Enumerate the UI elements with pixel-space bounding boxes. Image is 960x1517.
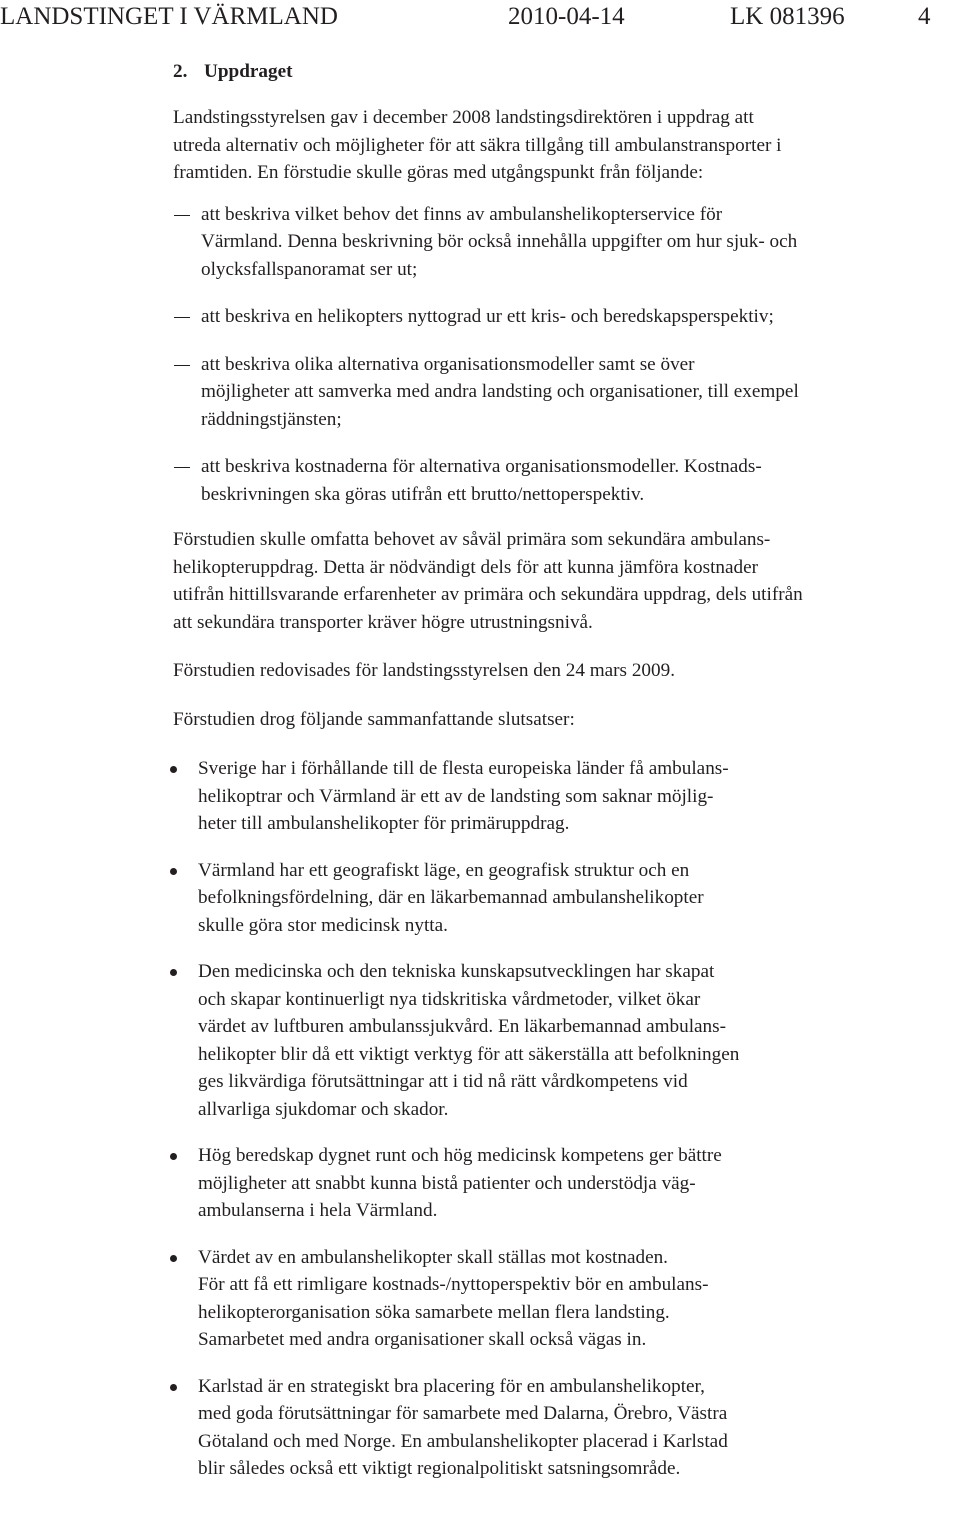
- bullet-icon: [170, 1153, 177, 1160]
- section-title: Uppdraget: [204, 61, 293, 82]
- text-line: Samarbetet med andra organisationer skall också vägas in.: [198, 1329, 647, 1350]
- task-list-item: [173, 303, 960, 331]
- header-page-number: 4: [918, 3, 931, 30]
- text-line: att beskriva vilket behov det finns av ambulanshelikopterservice för: [201, 203, 723, 225]
- text-line: Förstudien drog följande sammanfattande slutsatser:: [173, 708, 575, 730]
- text-line: helikopteruppdrag. Detta är nödvändigt dels för att kunna jämföra kostnader: [173, 556, 759, 578]
- task-list-item: [173, 351, 960, 434]
- conclusion-item: [85, 857, 960, 940]
- conclusion-item: [85, 1373, 960, 1483]
- text-line: helikopterorganisation söka samarbete mellan flera landsting.: [198, 1301, 670, 1323]
- scope-paragraph: [173, 526, 960, 636]
- text-line: ges likvärdiga förutsättningar att i tid nå rätt vårdkompetens vid: [198, 1071, 688, 1092]
- text-line: räddningstjänsten;: [201, 408, 342, 430]
- conclusion-item: [85, 1244, 960, 1354]
- bullet-icon: [170, 969, 177, 976]
- header-organization: LANDSTINGET I VÄRMLAND: [0, 3, 338, 30]
- text-line: För att få ett rimligare kostnads-/nyttoperspektiv bör en ambulans-: [198, 1274, 709, 1295]
- document-body: [173, 58, 960, 1483]
- text-line: Värmland har ett geografiskt läge, en geografisk struktur och en: [198, 859, 690, 881]
- conclusions-list: [85, 755, 960, 1483]
- bullet-icon: [170, 1255, 177, 1262]
- text-line: allvarliga sjukdomar och skador.: [198, 1098, 449, 1120]
- intro-paragraph: [173, 104, 960, 187]
- text-line: Sverige har i förhållande till de flesta europeiska länder få ambulans-: [198, 758, 729, 779]
- text-line: helikoptrar och Värmland är ett av de landsting som saknar möjlig-: [198, 785, 714, 807]
- presented-paragraph: [173, 657, 960, 685]
- header-reference: LK 081396: [730, 3, 845, 30]
- text-line: Värmland. Denna beskrivning bör också innehålla uppgifter om hur sjuk- och: [201, 231, 798, 252]
- text-line: möjligheter att snabbt kunna bistå patienter och understödja väg-: [198, 1172, 696, 1194]
- text-line: heter till ambulanshelikopter för primäruppdrag.: [198, 813, 570, 834]
- text-line: och skapar kontinuerligt nya tidskritiska vårdmetoder, vilket ökar: [198, 988, 701, 1010]
- text-line: Förstudien redovisades för landstingsstyrelsen den 24 mars 2009.: [173, 660, 675, 681]
- text-line: att beskriva kostnaderna för alternativa organisationsmodeller. Kostnads-: [201, 456, 762, 477]
- task-list-item: [173, 201, 960, 284]
- text-line: befolkningsfördelning, där en läkarbemannad ambulanshelikopter: [198, 887, 704, 908]
- bullet-icon: [170, 868, 177, 875]
- text-line: värdet av luftburen ambulanssjukvård. En läkarbemannad ambulans-: [198, 1016, 727, 1037]
- text-line: Götaland och med Norge. En ambulanshelikopter placerad i Karlstad: [198, 1430, 728, 1452]
- text-line: ambulanserna i hela Värmland.: [198, 1200, 438, 1221]
- text-line: Hög beredskap dygnet runt och hög medicinsk kompetens ger bättre: [198, 1145, 722, 1166]
- text-line: med goda förutsättningar för samarbete med Dalarna, Örebro, Västra: [198, 1403, 728, 1424]
- text-line: framtiden. En förstudie skulle göras med utgångspunkt från följande:: [173, 162, 704, 183]
- text-line: Karlstad är en strategiskt bra placering för en ambulanshelikopter,: [198, 1375, 705, 1397]
- text-line: Värdet av en ambulanshelikopter skall ställas mot kostnaden.: [198, 1246, 668, 1268]
- text-line: Landstingsstyrelsen gav i december 2008 landstingsdirektören i uppdrag att: [173, 107, 754, 128]
- page-header: [0, 2, 960, 32]
- conclusion-item: [85, 958, 960, 1123]
- text-line: utifrån hittillsvarande erfarenheter av primära och sekundära uppdrag, dels utifrån: [173, 584, 803, 605]
- bullet-icon: [170, 1384, 177, 1391]
- bullet-icon: [170, 766, 177, 773]
- text-line: olycksfallspanoramat ser ut;: [201, 258, 418, 280]
- text-line: möjligheter att samverka med andra landsting och organisationer, till exempel: [201, 381, 799, 402]
- text-line: helikopter blir då ett viktigt verktyg för att säkerställa att befolkningen: [198, 1043, 740, 1065]
- text-line: Den medicinska och den tekniska kunskapsutvecklingen har skapat: [198, 961, 715, 982]
- text-line: blir således också ett viktigt regionalpolitiskt satsningsområde.: [198, 1458, 681, 1479]
- task-list: [173, 201, 960, 509]
- text-line: beskrivningen ska göras utifrån ett brutto/nettoperspektiv.: [201, 483, 645, 505]
- conclusions-intro: [173, 706, 960, 734]
- section-number: 2.: [173, 61, 188, 82]
- text-line: skulle göra stor medicinsk nytta.: [198, 914, 448, 936]
- conclusion-item: [85, 755, 960, 838]
- text-line: att beskriva olika alternativa organisationsmodeller samt se över: [201, 353, 695, 375]
- section-heading: [173, 58, 960, 86]
- text-line: att beskriva en helikopters nyttograd ur ett kris- och beredskapsperspektiv;: [201, 306, 774, 327]
- text-line: att sekundära transporter kräver högre utrustningsnivå.: [173, 611, 593, 633]
- text-line: Förstudien skulle omfatta behovet av såväl primära som sekundära ambulans-: [173, 529, 771, 550]
- text-line: utreda alternativ och möjligheter för att säkra tillgång till ambulanstransporter i: [173, 134, 782, 156]
- conclusion-item: [85, 1142, 960, 1225]
- task-list-item: [173, 453, 960, 508]
- header-date: 2010-04-14: [508, 3, 625, 30]
